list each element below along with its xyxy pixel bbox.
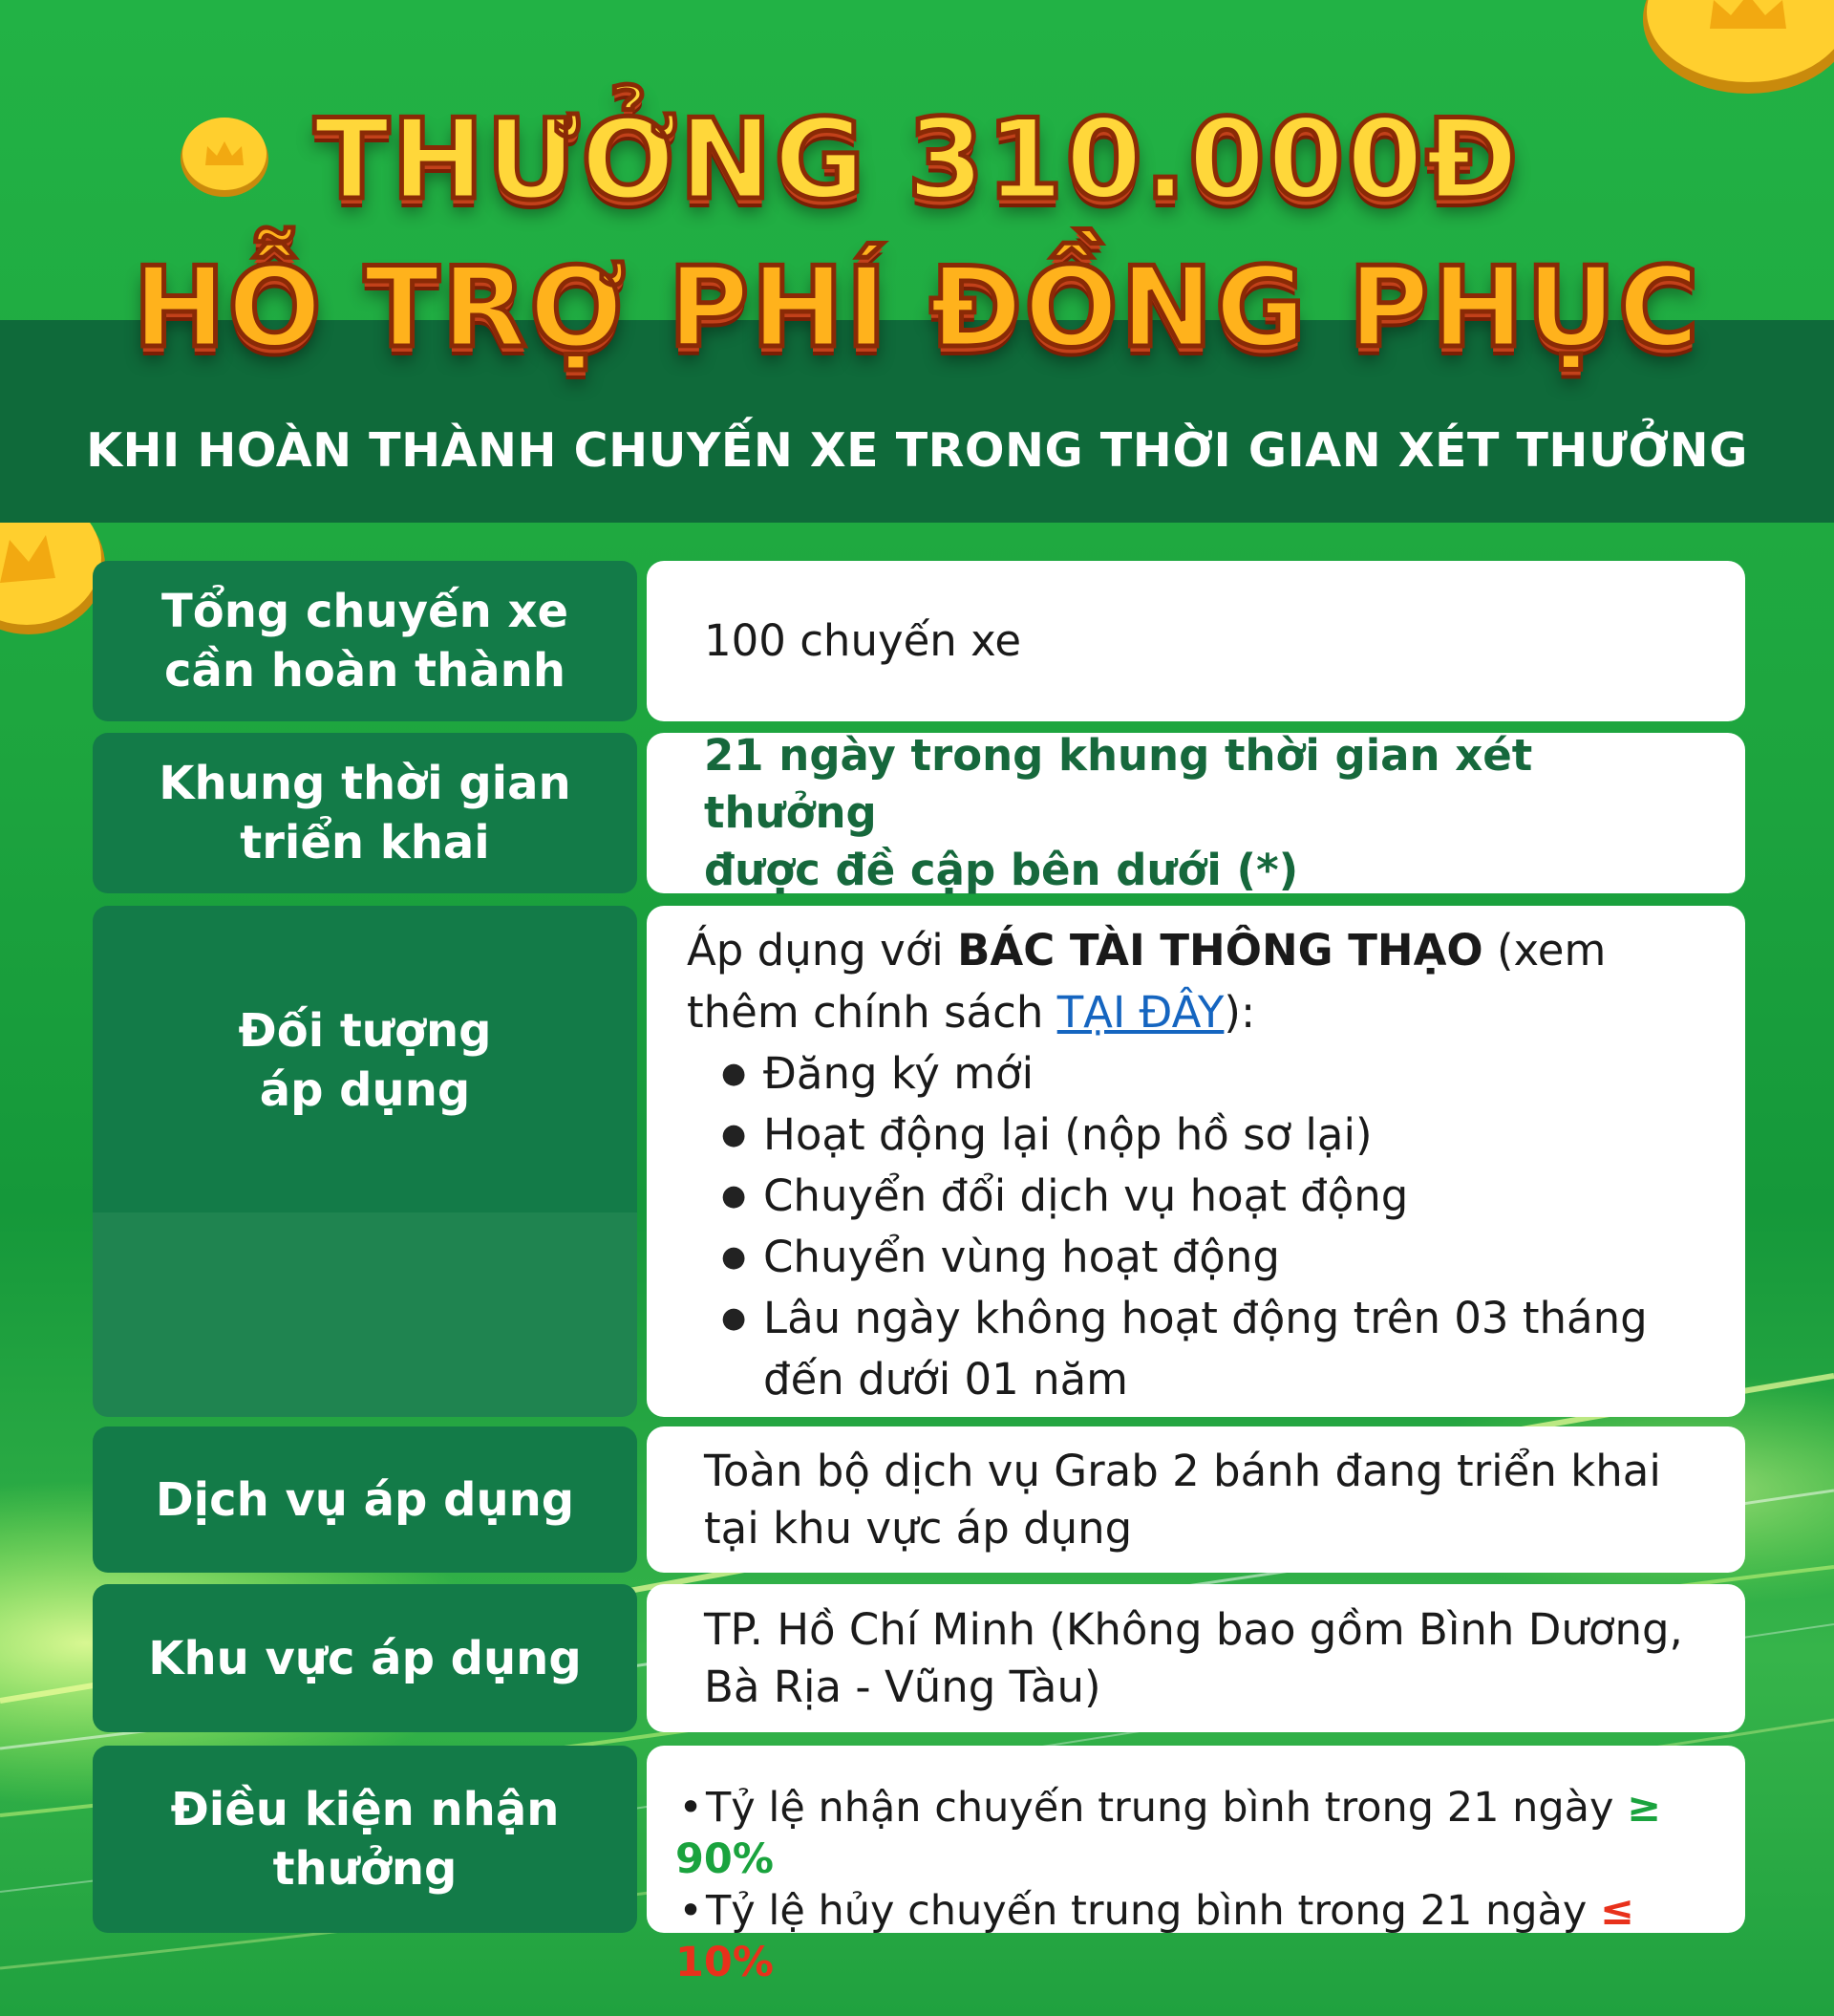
headline-reward: THƯỞNG 310.000Đ (313, 96, 1521, 225)
row-timeframe (93, 730, 1745, 895)
headline-uniform-support: HỖ TRỢ PHÍ ĐỒNG PHỤC (133, 244, 1701, 373)
row-label: Đối tượng áp dụng (93, 906, 637, 1417)
row-value (647, 906, 1745, 1417)
row-value: 21 ngày trong khung thời gian xét thưởng được đề cập bên dưới (*) (647, 733, 1745, 893)
row-audience (93, 906, 1745, 1417)
cancel-rate-value: ≤ 10% (675, 1887, 1635, 1986)
row-label: Tổng chuyến xe cần hoàn thành (93, 561, 637, 721)
list-item: ● Lâu ngày không hoạt động trên 03 tháng đến dưới 01 năm (763, 1288, 1717, 1410)
row-label: Khu vực áp dụng (93, 1584, 637, 1732)
row-region (93, 1584, 1745, 1732)
audience-list (687, 1043, 1717, 1410)
policy-link[interactable]: TẠI ĐÂY (1056, 987, 1225, 1038)
row-label: Điều kiện nhận thưởng (93, 1746, 637, 1933)
condition-cancel-rate: •Tỷ lệ hủy chuyến trung bình trong 21 ngày ≤ 10% (675, 1887, 1635, 1986)
row-label: Dịch vụ áp dụng (93, 1426, 637, 1573)
row-total-trips (93, 561, 1745, 721)
list-item: ● Chuyển vùng hoạt động (763, 1227, 1717, 1288)
gold-coin-icon (1633, 0, 1834, 96)
list-item: ● Đăng ký mới (763, 1043, 1717, 1105)
row-label: Khung thời gian triển khai (93, 733, 637, 893)
row-value: TP. Hồ Chí Minh (Không bao gồm Bình Dương, Bà Rịa - Vũng Tàu) (647, 1584, 1745, 1732)
list-item: ● Hoạt động lại (nộp hồ sơ lại) (763, 1105, 1717, 1166)
row-conditions (93, 1746, 1745, 1986)
audience-intro: Áp dụng với BÁC TÀI THÔNG THẠO (xem thêm chính sách TẠI ĐÂY): (687, 925, 1607, 1038)
row-value: 100 chuyến xe (647, 561, 1745, 721)
accept-rate-value: ≥ 90% (675, 1784, 1662, 1883)
row-value: Toàn bộ dịch vụ Grab 2 bánh đang triển khai tại khu vực áp dụng (647, 1426, 1745, 1573)
subtitle: KHI HOÀN THÀNH CHUYẾN XE TRONG THỜI GIAN XÉT THƯỞNG (86, 423, 1748, 478)
condition-accept-rate: •Tỷ lệ nhận chuyến trung bình trong 21 ngày ≥ 90% (675, 1784, 1662, 1883)
list-item: ● Chuyển đổi dịch vụ hoạt động (763, 1166, 1717, 1227)
row-value (647, 1746, 1745, 1986)
row-service (93, 1426, 1745, 1573)
